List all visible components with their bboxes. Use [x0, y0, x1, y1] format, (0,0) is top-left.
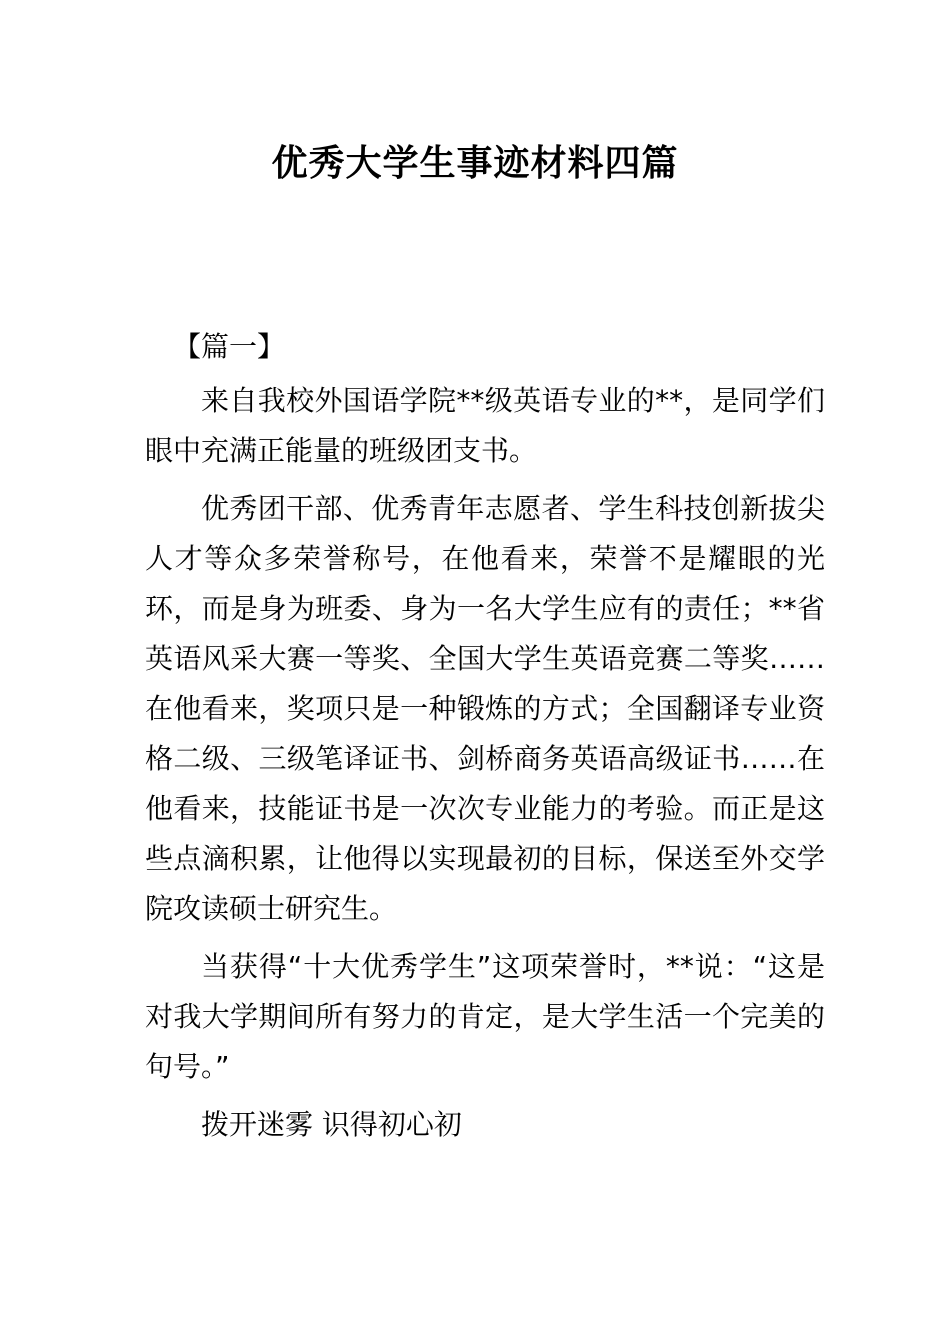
section-label: 【篇一】	[173, 330, 286, 363]
paragraph-4: 拨开迷雾 识得初心初	[201, 1108, 462, 1141]
document-title: 优秀大学生事迹材料四篇	[271, 143, 679, 184]
paragraph-3: 当获得“十大优秀学生”这项荣誉时，**说：“这是对我大学期间所有努力的肯定，是大学生活一个完美的句号。”	[145, 950, 825, 1083]
paragraph-1: 来自我校外国语学院**级英语专业的**，是同学们眼中充满正能量的班级团支书。	[145, 384, 825, 467]
document-body	[145, 322, 825, 1158]
paragraph-2: 优秀团干部、优秀青年志愿者、学生科技创新拔尖人才等众多荣誉称号，在他看来，荣誉不是耀眼的光环，而是身为班委、身为一名大学生应有的责任；**省英语风采大赛一等奖、全国大学生英语竞赛二等奖……在他看来，奖项只是一种锻炼的方式；全国翻译专业资格二级、三级笔译证书、剑桥商务英语高级证书……在他看来，技能证书是一次次专业能力的考验。而正是这些点滴积累，让他得以实现最初的目标，保送至外交学院攻读硕士研究生。	[145, 492, 825, 925]
